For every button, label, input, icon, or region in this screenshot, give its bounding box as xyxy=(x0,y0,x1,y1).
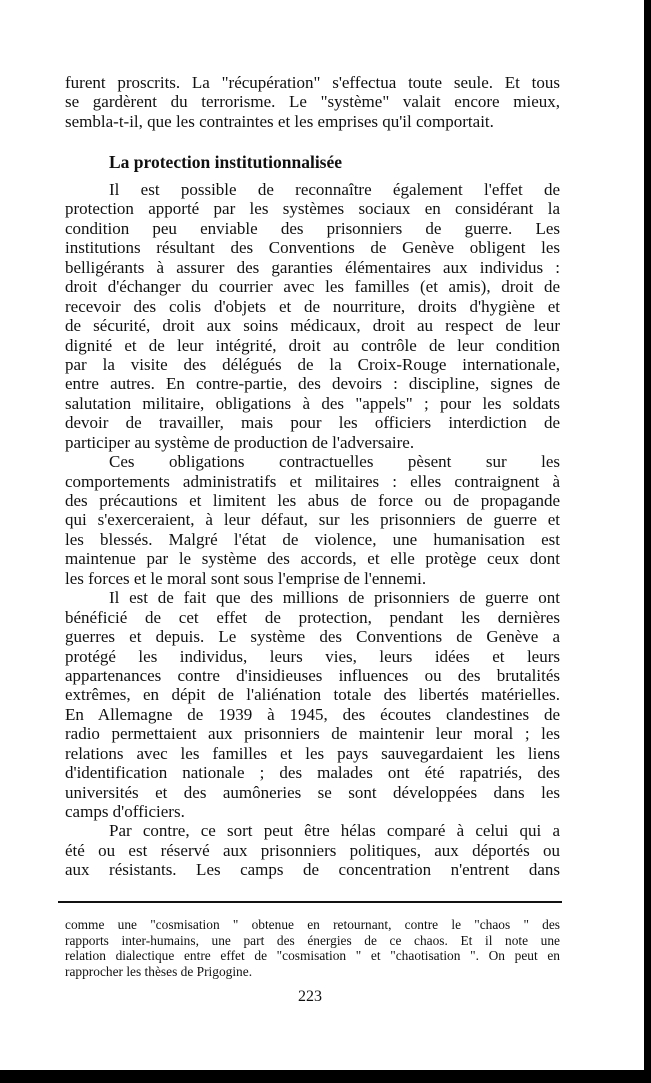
text-line: dignité et de leur intégrité, droit au contrôle de leur condition xyxy=(65,335,560,355)
text-line: protégé les individus, leurs vies, leurs idées et leurs xyxy=(65,646,560,666)
text-line: guerres et depuis. Le système des Conventions de Genève a xyxy=(65,627,560,647)
text-line: salutation militaire, obligations à des "appels" ; pour les soldats xyxy=(65,393,560,413)
text-line: d'identification nationale ; des malades ont été rapatriés, des xyxy=(65,763,560,783)
text-line: bénéficié de cet effet de protection, pendant les dernières xyxy=(65,607,560,627)
text-line: entre autres. En contre-partie, des devoirs : discipline, signes de xyxy=(65,374,560,394)
text-line: belligérants à assurer des garanties élémentaires aux individus : xyxy=(65,257,560,277)
text-line: participer au système de production de l'adversaire. xyxy=(65,432,415,452)
text-line: droit d'échanger du courrier avec les familles (et amis), droit de xyxy=(65,277,560,297)
text-line: Ces obligations contractuelles pèsent sur les xyxy=(109,452,560,472)
footnote-divider xyxy=(58,901,562,903)
text-line: se gardèrent du terrorisme. Le "système" valait encore mieux, xyxy=(65,92,560,112)
text-line: protection apporté par les systèmes sociaux en considérant la xyxy=(65,199,560,219)
body-text xyxy=(65,180,560,880)
text-line: sembla-t-il, que les contraintes et les emprises qu'il comportait. xyxy=(65,111,494,131)
text-line: extrêmes, en dépit de l'aliénation totale des libertés matérielles. xyxy=(65,685,560,705)
paragraph xyxy=(65,180,560,452)
text-line: Par contre, ce sort peut être hélas comparé à celui qui a xyxy=(109,821,560,841)
text-line: comportements administratifs et militaires : elles contraignent à xyxy=(65,471,560,491)
text-line: rapprocher les thèses de Prigogine. xyxy=(65,964,253,980)
text-line: recevoir des colis d'objets et de nourriture, droits d'hygiène et xyxy=(65,296,560,316)
text-line: qui s'exerceraient, à leur défaut, sur les prisonniers de guerre et xyxy=(65,510,560,530)
text-line: devoir de travailler, mais pour les officiers interdiction de xyxy=(65,413,560,433)
text-line: relation dialectique entre effet de "cosmisation " et "chaotisation ". On peut en xyxy=(65,948,560,964)
text-line: les forces et le moral sont sous l'emprise de l'ennemi. xyxy=(65,568,427,588)
text-line: des précautions et limitent les abus de force ou de propagande xyxy=(65,491,560,510)
text-line: institutions résultant des Conventions de Genève obligent les xyxy=(65,238,560,258)
text-line: maintenue par le système des accords, et elle protège ceux dont xyxy=(65,549,560,569)
text-line: relations avec les familles et les pays sauvegardaient les liens xyxy=(65,743,560,763)
text-line: furent proscrits. La "récupération" s'effectua toute seule. Et tous xyxy=(65,73,560,92)
text-line: comme une "cosmisation " obtenue en retournant, contre le "chaos " des xyxy=(65,917,560,932)
text-line: aux résistants. Les camps de concentration n'entrent dans xyxy=(65,860,560,880)
text-line: Il est de fait que des millions de prisonniers de guerre ont xyxy=(109,588,560,608)
text-line: universités et des aumôneries se sont développées dans les xyxy=(65,782,560,802)
scan-border-right xyxy=(644,0,651,1083)
text-line: condition peu enviable des prisonniers de guerre. Les xyxy=(65,218,560,238)
text-line: de sécurité, droit aux soins médicaux, droit au respect de leur xyxy=(65,316,560,336)
text-line: appartenances contre d'insidieuses influences ou des brutalités xyxy=(65,665,560,685)
text-line: camps d'officiers. xyxy=(65,802,185,821)
text-line: par la visite des délégués de la Croix-Rouge internationale, xyxy=(65,354,560,374)
text-line: En Allemagne de 1939 à 1945, des écoutes clandestines de xyxy=(65,704,560,724)
footnote xyxy=(65,917,560,980)
text-line: radio permettaient aux prisonniers de maintenir leur moral ; les xyxy=(65,724,560,744)
text-line: rapports inter-humains, une part des énergies de ce chaos. Et il note une xyxy=(65,932,560,948)
text-line: Il est possible de reconnaître également l'effet de xyxy=(109,180,560,199)
page-number: 223 xyxy=(298,988,322,1005)
paragraph xyxy=(65,821,560,879)
section-heading: La protection institutionnalisée xyxy=(109,152,343,172)
continued-paragraph xyxy=(65,73,560,131)
scan-border-bottom xyxy=(0,1070,651,1083)
text-line: les blessés. Malgré l'état de violence, une humanisation est xyxy=(65,529,560,549)
paragraph xyxy=(65,452,560,588)
text-line: été ou est réservé aux prisonniers politiques, aux déportés ou xyxy=(65,840,560,860)
paragraph xyxy=(65,588,560,821)
